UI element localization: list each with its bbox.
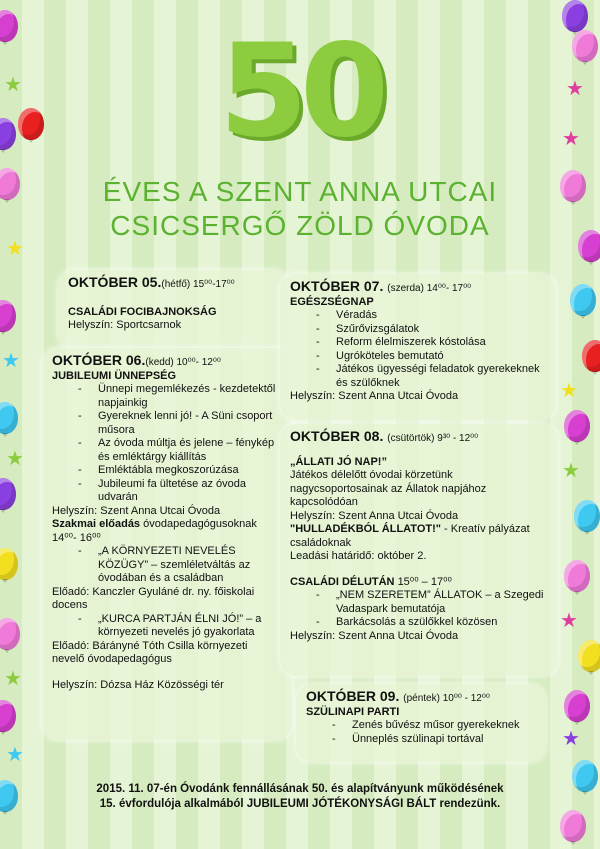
- balloon-icon: [0, 548, 18, 580]
- star-icon: ★: [566, 76, 584, 100]
- balloon-icon: [570, 284, 596, 316]
- event-text-1: Játékos délelőtt óvodai körzetünk nagycsoportosainak az Állatok napjához kapcsolódóan: [290, 469, 487, 508]
- footer-announcement: [60, 782, 540, 812]
- list-item: - Szűrővizsgálatok: [336, 323, 546, 337]
- contest-line: "HULLADÉKBÓL ÁLLATOT!" - Kreatív pályázat családoknak: [290, 523, 530, 549]
- list-item: - „A KÖRNYEZETI NEVELÉS KÖZÜGY” – szemléletváltás az óvodában és a családban: [98, 545, 282, 586]
- balloon-icon: [572, 760, 598, 792]
- title-line-1: ÉVES A SZENT ANNA UTCAI: [102, 176, 498, 207]
- event-program-list: [52, 383, 282, 505]
- event-title: EGÉSZSÉGNAP: [290, 295, 374, 308]
- list-item: - Ugróköteles bemutató: [336, 350, 546, 364]
- list-item: - Véradás: [336, 309, 546, 323]
- event-place-2: Helyszín: Dózsa Ház Közösségi tér: [52, 678, 224, 691]
- balloon-icon: [574, 500, 600, 532]
- list-item: - „NEM SZERETEM” ÁLLATOK – a Szegedi Vadaspark bemutatója: [336, 589, 548, 616]
- event-place: Helyszín: Szent Anna Utcai Óvoda: [52, 504, 221, 517]
- balloon-icon: [0, 402, 18, 434]
- list-item: - Jubileumi fa ültetése az óvoda udvarán: [98, 478, 282, 505]
- balloon-icon: [564, 410, 590, 442]
- event-date-heading: OKTÓBER 08. (csütörtök) 9³⁰ - 12⁰⁰: [290, 428, 479, 444]
- anniversary-number: 50: [218, 17, 382, 166]
- star-icon: ★: [6, 742, 24, 766]
- event-title-1: „ÁLLATI JÓ NAP!”: [290, 455, 387, 468]
- star-icon: ★: [562, 458, 580, 482]
- list-item: - Barkácsolás a szülőkkel közösen: [336, 616, 548, 630]
- list-item: - Ünneplés szülinapi tortával: [352, 733, 536, 747]
- event-card-oct8: [280, 424, 558, 676]
- list-item: - Ünnepi megemlékezés - kezdetektől napjainkig: [98, 383, 282, 410]
- balloon-icon: [564, 560, 590, 592]
- star-icon: ★: [6, 236, 24, 260]
- balloon-icon: [564, 690, 590, 722]
- title-line-2: CSICSERGŐ ZÖLD ÓVODA: [110, 210, 490, 241]
- speaker-2: Előadó: Bárányné Tóth Csilla környezeti nevelő óvodapedagógus: [52, 639, 248, 665]
- star-icon: ★: [560, 608, 578, 632]
- star-icon: ★: [4, 666, 22, 690]
- balloon-icon: [0, 618, 20, 650]
- event-date-heading: OKTÓBER 09. (péntek) 10⁰⁰ - 12⁰⁰: [306, 688, 490, 704]
- event-title: CSALÁDI FOCIBAJNOKSÁG: [68, 305, 217, 318]
- star-icon: ★: [4, 72, 22, 96]
- footer-line-1: 2015. 11. 07-én Óvodánk fennállásának 50. és alapítványunk működésének: [96, 783, 504, 795]
- event-card-oct7: [280, 274, 556, 420]
- speaker-1: Előadó: Kanczler Gyuláné dr. ny. főiskolai docens: [52, 585, 255, 611]
- balloon-icon: [0, 300, 16, 332]
- event-title: JUBILEUMI ÜNNEPSÉG: [52, 369, 177, 382]
- event-card-oct6: [42, 348, 292, 740]
- event-place-2: Helyszín: Szent Anna Utcai Óvoda: [290, 629, 459, 642]
- event-card-oct9: [296, 684, 546, 762]
- list-item: - Gyereknek lenni jó! - A Süni csoport műsora: [98, 410, 282, 437]
- star-icon: ★: [560, 378, 578, 402]
- afternoon-program-list: [290, 589, 548, 630]
- star-icon: ★: [2, 348, 20, 372]
- list-item: - Zenés bűvész műsor gyerekeknek: [352, 719, 536, 733]
- event-date-heading: OKTÓBER 07. (szerda) 14⁰⁰- 17⁰⁰: [290, 278, 472, 294]
- event-card-oct5: [58, 270, 290, 350]
- lecture-time: 14⁰⁰- 16⁰⁰: [52, 531, 101, 544]
- event-place: Helyszín: Szent Anna Utcai Óvoda: [290, 390, 459, 402]
- lecture-list-1: [52, 545, 282, 586]
- star-icon: ★: [562, 126, 580, 150]
- balloon-icon: [578, 640, 600, 672]
- star-icon: ★: [6, 446, 24, 470]
- list-item: - „KURCA PARTJÁN ÉLNI JÓ!” – a környezeti nevelés jó gyakorlata: [98, 613, 282, 640]
- event-place-1: Helyszín: Szent Anna Utcai Óvoda: [290, 509, 459, 522]
- lecture-list-2: [52, 613, 282, 640]
- contest-deadline: Leadási határidő: október 2.: [290, 550, 427, 562]
- balloon-icon: [0, 780, 18, 812]
- balloon-icon: [560, 810, 586, 842]
- balloon-icon: [0, 700, 16, 732]
- event-date-heading: OKTÓBER 06.(kedd) 10⁰⁰- 12⁰⁰: [52, 352, 221, 368]
- star-icon: ★: [562, 726, 580, 750]
- event-title: SZÜLINAPI PARTI: [306, 705, 400, 718]
- footer-line-2: 15. évfordulója alkalmából JUBILEUMI JÓTÉKONYSÁGI BÁLT rendezünk.: [99, 798, 501, 810]
- event-program-list: [306, 719, 536, 746]
- list-item: - Játékos ügyességi feladatok gyerekeknek és szülőknek: [336, 363, 546, 390]
- list-item: - Reform élelmiszerek kóstolása: [336, 336, 546, 350]
- afternoon-heading: CSALÁDI DÉLUTÁN 15⁰⁰ – 17⁰⁰: [290, 575, 452, 588]
- event-place: Helyszín: Sportcsarnok: [68, 319, 182, 331]
- list-item: - Az óvoda múltja és jelene – fénykép és emléktárgy kiállítás: [98, 437, 282, 464]
- balloon-icon: [0, 478, 16, 510]
- event-date-heading: OKTÓBER 05.(hétfő) 15⁰⁰-17⁰⁰: [68, 274, 235, 290]
- event-program-list: [290, 309, 546, 390]
- list-item: - Emléktábla megkoszorúzása: [98, 464, 282, 478]
- balloon-icon: [582, 340, 600, 372]
- lecture-heading: Szakmai előadás óvodapedagógusoknak: [52, 518, 257, 530]
